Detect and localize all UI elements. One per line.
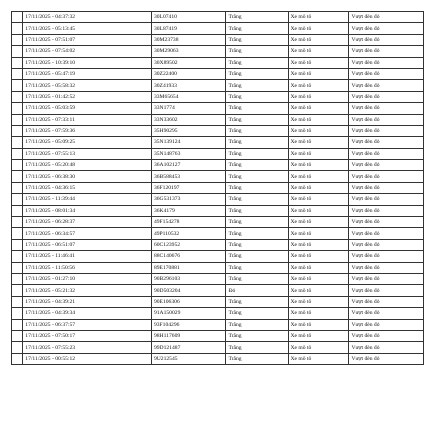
- plate-cell: 91A150029: [151, 308, 225, 319]
- plate-color-cell: Trắng: [226, 91, 288, 102]
- violation-cell: Vượt đèn đỏ: [349, 251, 424, 262]
- table-row: [12, 205, 424, 216]
- plate-color-cell: Trắng: [226, 57, 288, 68]
- timestamp-cell: 17/11/2025 - 05:09:25: [23, 137, 152, 148]
- plate-cell: 49P110532: [151, 228, 225, 239]
- row-margin-cell: [12, 262, 23, 273]
- timestamp-cell: 17/11/2025 - 07:55:23: [23, 342, 152, 353]
- violation-cell: Vượt đèn đỏ: [349, 194, 424, 205]
- plate-cell: 36B588453: [151, 171, 225, 182]
- vehicle-type-cell: Xe mô tô: [288, 34, 349, 45]
- vehicle-type-cell: Xe mô tô: [288, 251, 349, 262]
- plate-color-cell: Trắng: [226, 160, 288, 171]
- violation-cell: Vượt đèn đỏ: [349, 296, 424, 307]
- plate-color-cell: Trắng: [226, 308, 288, 319]
- vehicle-type-cell: Xe mô tô: [288, 23, 349, 34]
- plate-color-cell: Trắng: [226, 23, 288, 34]
- row-margin-cell: [12, 34, 23, 45]
- table-row: [12, 296, 424, 307]
- violation-cell: Vượt đèn đỏ: [349, 114, 424, 125]
- table-row: [12, 353, 424, 364]
- plate-color-cell: Trắng: [226, 296, 288, 307]
- plate-cell: 9U212545: [151, 353, 225, 364]
- row-margin-cell: [12, 285, 23, 296]
- vehicle-type-cell: Xe mô tô: [288, 262, 349, 273]
- vehicle-type-cell: Xe mô tô: [288, 308, 349, 319]
- row-margin-cell: [12, 251, 23, 262]
- timestamp-cell: 17/11/2025 - 07:55:13: [23, 148, 152, 159]
- plate-cell: 36A102127: [151, 160, 225, 171]
- row-margin-cell: [12, 182, 23, 193]
- timestamp-cell: 17/11/2025 - 07:33:11: [23, 114, 152, 125]
- plate-color-cell: Trắng: [226, 46, 288, 57]
- table-row: [12, 34, 424, 45]
- table-row: [12, 12, 424, 23]
- vehicle-type-cell: Xe mô tô: [288, 91, 349, 102]
- row-margin-cell: [12, 68, 23, 79]
- violation-cell: Vượt đèn đỏ: [349, 68, 424, 79]
- timestamp-cell: 17/11/2025 - 06:37:57: [23, 319, 152, 330]
- violation-cell: Vượt đèn đỏ: [349, 160, 424, 171]
- plate-cell: 93F104296: [151, 319, 225, 330]
- row-margin-cell: [12, 194, 23, 205]
- vehicle-type-cell: Xe mô tô: [288, 57, 349, 68]
- vehicle-type-cell: Xe mô tô: [288, 194, 349, 205]
- vehicle-type-cell: Xe mô tô: [288, 239, 349, 250]
- row-margin-cell: [12, 114, 23, 125]
- timestamp-cell: 17/11/2025 - 07:50:17: [23, 330, 152, 341]
- vehicle-type-cell: Xe mô tô: [288, 114, 349, 125]
- vehicle-type-cell: Xe mô tô: [288, 137, 349, 148]
- table-row: [12, 251, 424, 262]
- timestamp-cell: 17/11/2025 - 01:27:10: [23, 273, 152, 284]
- timestamp-cell: 17/11/2025 - 11:46:41: [23, 251, 152, 262]
- plate-cell: 90D503204: [151, 285, 225, 296]
- timestamp-cell: 17/11/2025 - 05:03:59: [23, 103, 152, 114]
- timestamp-cell: 17/11/2025 - 06:28:37: [23, 217, 152, 228]
- plate-color-cell: Đỏ: [226, 285, 288, 296]
- row-margin-cell: [12, 160, 23, 171]
- row-margin-cell: [12, 228, 23, 239]
- row-margin-cell: [12, 205, 23, 216]
- plate-color-cell: Trắng: [226, 148, 288, 159]
- timestamp-cell: 17/11/2025 - 01:42:52: [23, 91, 152, 102]
- vehicle-type-cell: Xe mô tô: [288, 12, 349, 23]
- timestamp-cell: 17/11/2025 - 04:39:34: [23, 308, 152, 319]
- plate-color-cell: Trắng: [226, 68, 288, 79]
- row-margin-cell: [12, 80, 23, 91]
- vehicle-type-cell: Xe mô tô: [288, 80, 349, 91]
- violation-cell: Vượt đèn đỏ: [349, 262, 424, 273]
- table-row: [12, 125, 424, 136]
- plate-cell: 36G531373: [151, 194, 225, 205]
- table-row: [12, 160, 424, 171]
- table-row: [12, 68, 424, 79]
- plate-cell: 60C123952: [151, 239, 225, 250]
- plate-color-cell: Trắng: [226, 273, 288, 284]
- plate-cell: 36K4179: [151, 205, 225, 216]
- plate-cell: 30L87419: [151, 23, 225, 34]
- plate-color-cell: Trắng: [226, 262, 288, 273]
- plate-color-cell: Trắng: [226, 239, 288, 250]
- timestamp-cell: 17/11/2025 - 07:59:36: [23, 125, 152, 136]
- violations-table-body: [12, 12, 424, 365]
- plate-color-cell: Trắng: [226, 194, 288, 205]
- timestamp-cell: 17/11/2025 - 05:21:32: [23, 285, 152, 296]
- row-margin-cell: [12, 12, 23, 23]
- vehicle-type-cell: Xe mô tô: [288, 171, 349, 182]
- timestamp-cell: 17/11/2025 - 06:38:30: [23, 171, 152, 182]
- timestamp-cell: 17/11/2025 - 11:50:56: [23, 262, 152, 273]
- violation-cell: Vượt đèn đỏ: [349, 228, 424, 239]
- table-row: [12, 137, 424, 148]
- vehicle-type-cell: Xe mô tô: [288, 68, 349, 79]
- vehicle-type-cell: Xe mô tô: [288, 148, 349, 159]
- violations-table: [11, 11, 424, 365]
- table-row: [12, 57, 424, 68]
- vehicle-type-cell: Xe mô tô: [288, 125, 349, 136]
- table-row: [12, 148, 424, 159]
- row-margin-cell: [12, 330, 23, 341]
- table-row: [12, 80, 424, 91]
- plate-color-cell: Trắng: [226, 137, 288, 148]
- plate-cell: 30Z41933: [151, 80, 225, 91]
- row-margin-cell: [12, 23, 23, 34]
- plate-cell: 30L07410: [151, 12, 225, 23]
- violation-cell: Vượt đèn đỏ: [349, 342, 424, 353]
- timestamp-cell: 17/11/2025 - 04:39:21: [23, 296, 152, 307]
- vehicle-type-cell: Xe mô tô: [288, 296, 349, 307]
- violation-cell: Vượt đèn đỏ: [349, 46, 424, 57]
- row-margin-cell: [12, 342, 23, 353]
- timestamp-cell: 17/11/2025 - 05:13:45: [23, 23, 152, 34]
- timestamp-cell: 17/11/2025 - 04:36:15: [23, 182, 152, 193]
- table-row: [12, 91, 424, 102]
- timestamp-cell: 17/11/2025 - 11:39:44: [23, 194, 152, 205]
- timestamp-cell: 17/11/2025 - 05:47:19: [23, 68, 152, 79]
- row-margin-cell: [12, 296, 23, 307]
- vehicle-type-cell: Xe mô tô: [288, 353, 349, 364]
- vehicle-type-cell: Xe mô tô: [288, 160, 349, 171]
- vehicle-type-cell: Xe mô tô: [288, 342, 349, 353]
- row-margin-cell: [12, 171, 23, 182]
- plate-cell: 35N139124: [151, 137, 225, 148]
- vehicle-type-cell: Xe mô tô: [288, 217, 349, 228]
- plate-color-cell: Trắng: [226, 342, 288, 353]
- vehicle-type-cell: Xe mô tô: [288, 103, 349, 114]
- timestamp-cell: 17/11/2025 - 07:54:02: [23, 46, 152, 57]
- violation-cell: Vượt đèn đỏ: [349, 137, 424, 148]
- row-margin-cell: [12, 217, 23, 228]
- row-margin-cell: [12, 308, 23, 319]
- table-row: [12, 23, 424, 34]
- timestamp-cell: 17/11/2025 - 05:20:48: [23, 160, 152, 171]
- row-margin-cell: [12, 273, 23, 284]
- violation-cell: Vượt đèn đỏ: [349, 182, 424, 193]
- table-row: [12, 285, 424, 296]
- plate-color-cell: Trắng: [226, 319, 288, 330]
- vehicle-type-cell: Xe mô tô: [288, 319, 349, 330]
- violation-cell: Vượt đèn đỏ: [349, 308, 424, 319]
- plate-cell: 33N33602: [151, 114, 225, 125]
- violation-cell: Vượt đèn đỏ: [349, 217, 424, 228]
- row-margin-cell: [12, 148, 23, 159]
- vehicle-type-cell: Xe mô tô: [288, 182, 349, 193]
- row-margin-cell: [12, 57, 23, 68]
- violation-cell: Vượt đèn đỏ: [349, 80, 424, 91]
- row-margin-cell: [12, 353, 23, 364]
- timestamp-cell: 17/11/2025 - 06:51:07: [23, 239, 152, 250]
- violation-cell: Vượt đèn đỏ: [349, 57, 424, 68]
- plate-cell: 89E170881: [151, 262, 225, 273]
- violation-cell: Vượt đèn đỏ: [349, 319, 424, 330]
- table-row: [12, 342, 424, 353]
- plate-cell: 30Z22400: [151, 68, 225, 79]
- plate-color-cell: Trắng: [226, 228, 288, 239]
- table-row: [12, 194, 424, 205]
- timestamp-cell: 17/11/2025 - 05:58:32: [23, 80, 152, 91]
- plate-color-cell: Trắng: [226, 103, 288, 114]
- table-row: [12, 330, 424, 341]
- plate-color-cell: Trắng: [226, 12, 288, 23]
- table-row: [12, 273, 424, 284]
- plate-cell: 35N148763: [151, 148, 225, 159]
- plate-cell: 30X89502: [151, 57, 225, 68]
- violation-cell: Vượt đèn đỏ: [349, 273, 424, 284]
- plate-cell: 88C140676: [151, 251, 225, 262]
- violation-cell: Vượt đèn đỏ: [349, 91, 424, 102]
- timestamp-cell: 17/11/2025 - 00:55:12: [23, 353, 152, 364]
- violation-cell: Vượt đèn đỏ: [349, 330, 424, 341]
- plate-color-cell: Trắng: [226, 251, 288, 262]
- violation-cell: Vượt đèn đỏ: [349, 125, 424, 136]
- violation-cell: Vượt đèn đỏ: [349, 23, 424, 34]
- plate-color-cell: Trắng: [226, 217, 288, 228]
- table-row: [12, 308, 424, 319]
- plate-cell: 30M29063: [151, 46, 225, 57]
- plate-cell: 90E106306: [151, 296, 225, 307]
- table-row: [12, 319, 424, 330]
- table-row: [12, 228, 424, 239]
- table-row: [12, 239, 424, 250]
- timestamp-cell: 17/11/2025 - 08:01:34: [23, 205, 152, 216]
- row-margin-cell: [12, 103, 23, 114]
- row-margin-cell: [12, 91, 23, 102]
- plate-color-cell: Trắng: [226, 80, 288, 91]
- plate-cell: 36F120197: [151, 182, 225, 193]
- violation-cell: Vượt đèn đỏ: [349, 239, 424, 250]
- violation-cell: Vượt đèn đỏ: [349, 12, 424, 23]
- plate-cell: 49F154278: [151, 217, 225, 228]
- timestamp-cell: 17/11/2025 - 06:34:57: [23, 228, 152, 239]
- plate-cell: 33M65654: [151, 91, 225, 102]
- row-margin-cell: [12, 319, 23, 330]
- table-row: [12, 182, 424, 193]
- violation-cell: Vượt đèn đỏ: [349, 148, 424, 159]
- timestamp-cell: 17/11/2025 - 07:51:07: [23, 34, 152, 45]
- plate-cell: 30M23738: [151, 34, 225, 45]
- plate-cell: 35H90295: [151, 125, 225, 136]
- timestamp-cell: 17/11/2025 - 04:37:32: [23, 12, 152, 23]
- table-row: [12, 46, 424, 57]
- vehicle-type-cell: Xe mô tô: [288, 46, 349, 57]
- violation-cell: Vượt đèn đỏ: [349, 285, 424, 296]
- plate-color-cell: Trắng: [226, 182, 288, 193]
- table-row: [12, 171, 424, 182]
- table-row: [12, 103, 424, 114]
- row-margin-cell: [12, 46, 23, 57]
- row-margin-cell: [12, 137, 23, 148]
- plate-cell: 98H117609: [151, 330, 225, 341]
- violation-cell: Vượt đèn đỏ: [349, 103, 424, 114]
- table-row: [12, 262, 424, 273]
- vehicle-type-cell: Xe mô tô: [288, 330, 349, 341]
- plate-color-cell: Trắng: [226, 330, 288, 341]
- table-row: [12, 114, 424, 125]
- row-margin-cell: [12, 239, 23, 250]
- violation-cell: Vượt đèn đỏ: [349, 34, 424, 45]
- violation-cell: Vượt đèn đỏ: [349, 205, 424, 216]
- vehicle-type-cell: Xe mô tô: [288, 285, 349, 296]
- plate-cell: 90B296103: [151, 273, 225, 284]
- plate-color-cell: Trắng: [226, 125, 288, 136]
- row-margin-cell: [12, 125, 23, 136]
- vehicle-type-cell: Xe mô tô: [288, 273, 349, 284]
- plate-color-cell: Trắng: [226, 114, 288, 125]
- table-row: [12, 217, 424, 228]
- plate-color-cell: Trắng: [226, 353, 288, 364]
- plate-cell: 33N1774: [151, 103, 225, 114]
- plate-color-cell: Trắng: [226, 171, 288, 182]
- vehicle-type-cell: Xe mô tô: [288, 228, 349, 239]
- timestamp-cell: 17/11/2025 - 10:39:10: [23, 57, 152, 68]
- violation-cell: Vượt đèn đỏ: [349, 171, 424, 182]
- vehicle-type-cell: Xe mô tô: [288, 205, 349, 216]
- plate-cell: 99D121487: [151, 342, 225, 353]
- plate-color-cell: Trắng: [226, 205, 288, 216]
- plate-color-cell: Trắng: [226, 34, 288, 45]
- violation-cell: Vượt đèn đỏ: [349, 353, 424, 364]
